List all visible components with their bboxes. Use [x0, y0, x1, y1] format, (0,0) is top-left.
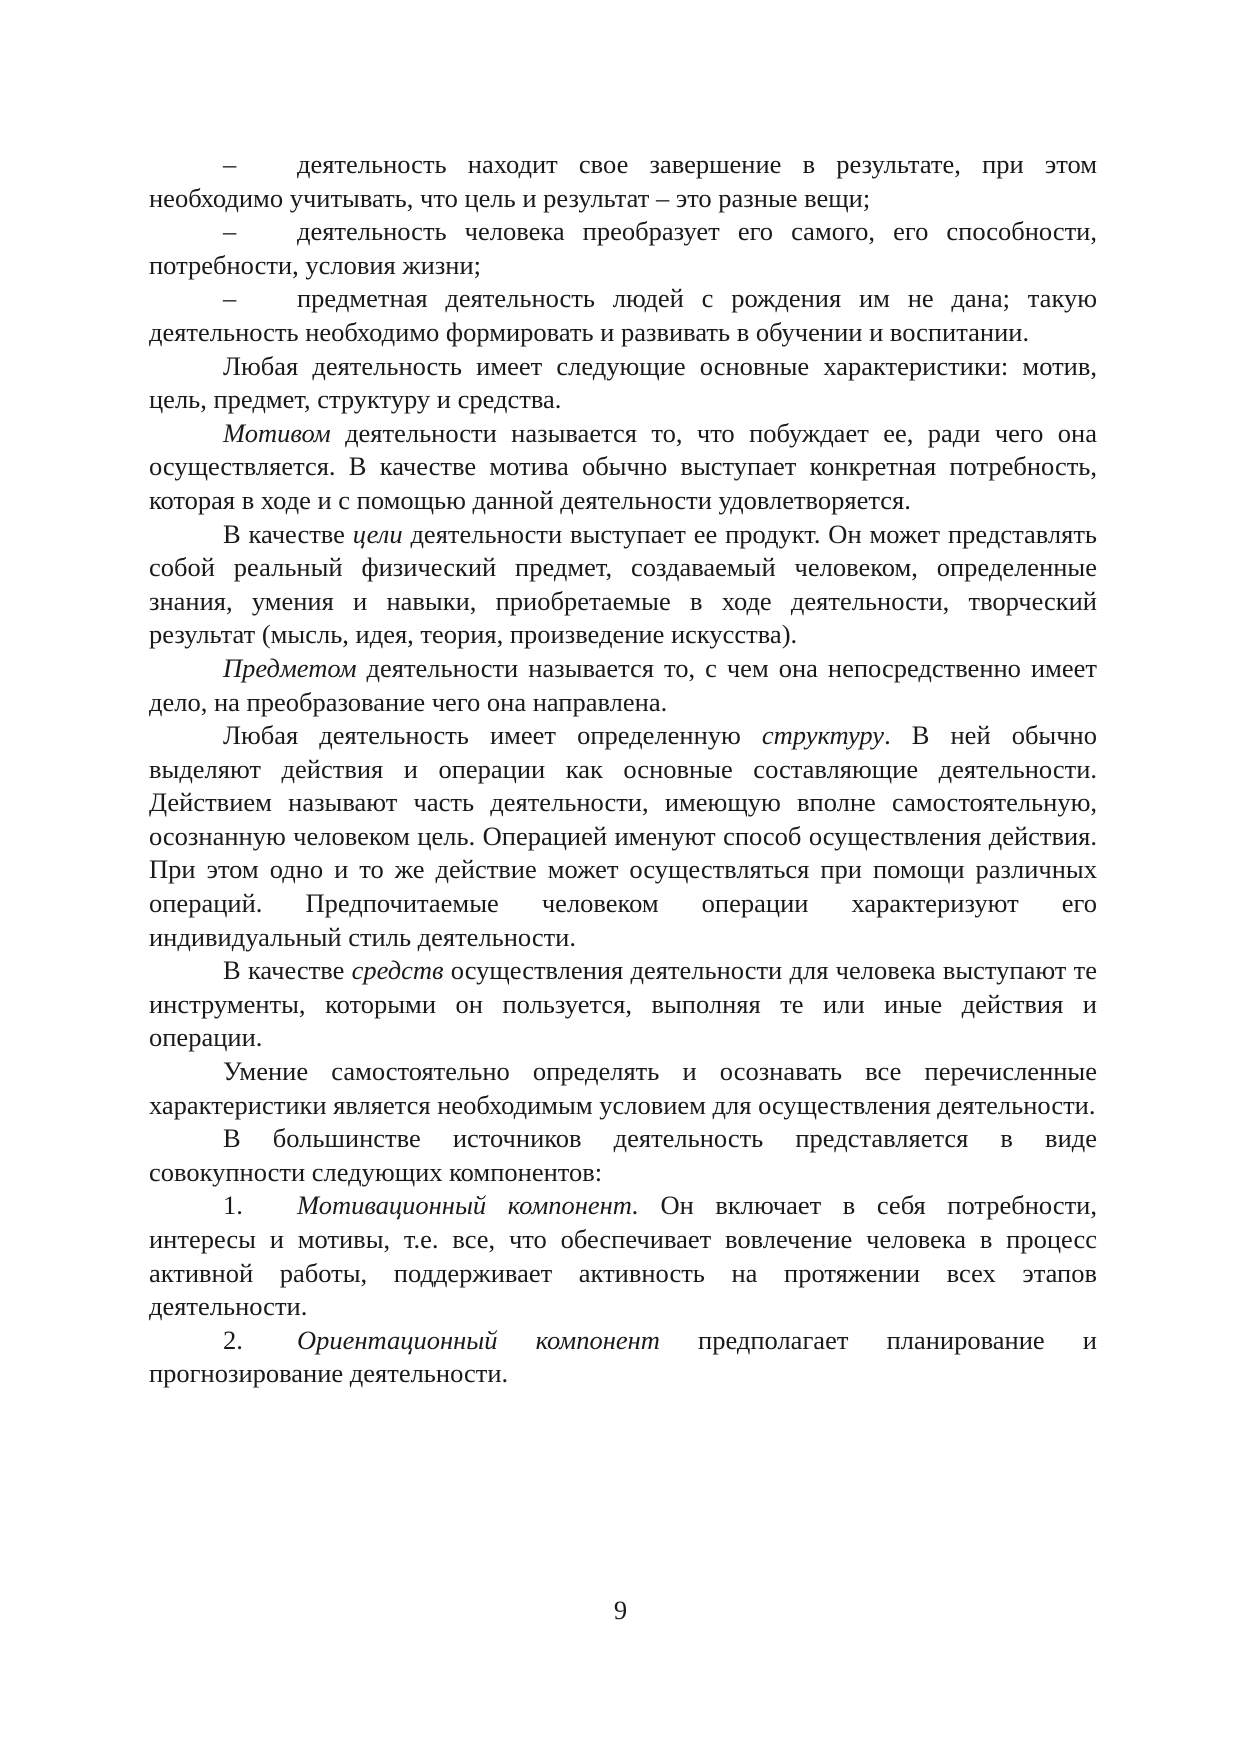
paragraph-motive [149, 417, 1097, 518]
bullet-item [149, 148, 1097, 215]
component-item [149, 1324, 1097, 1391]
paragraph-means [149, 954, 1097, 1055]
bullet-dash: – [223, 283, 237, 314]
paragraph-motive-text: деятельности называется то, что побуждает ее, ради чего она осуществляется. В качестве мотива обычно выступает конкретная потребность, которая в ходе и с помощью данной деятельности удовлетворяется. [149, 417, 1097, 515]
component-term: Мотивационный компонент. [297, 1190, 639, 1221]
component-number: 1. [223, 1190, 243, 1221]
paragraph-structure-before: Любая деятельность имеет определенную [223, 720, 762, 751]
paragraph-goal-before: В качестве [223, 518, 353, 549]
paragraph-means-before: В качестве [223, 955, 352, 986]
component-number: 2. [223, 1324, 243, 1355]
component-term: Ориентационный компонент [297, 1324, 660, 1355]
paragraph-means-after: осуществления деятельности для человека выступают те инструменты, которыми он пользуется, выполняя те или иные действия и операции. [149, 955, 1097, 1053]
paragraph-subject [149, 652, 1097, 719]
component-text: предполагает планирование и прогнозирование деятельности. [149, 1324, 1097, 1389]
paragraph-characteristics: Любая деятельность имеет следующие основные характеристики: мотив, цель, предмет, структуру и средства. [149, 350, 1097, 415]
paragraph-structure [149, 719, 1097, 954]
bullet-text: предметная деятельность людей с рождения им не дана; такую деятельность необходимо формировать и развивать в обучении и воспитании. [149, 283, 1097, 347]
term-motive: Мотивом [223, 417, 331, 448]
term-means: средств [351, 955, 444, 986]
component-item [149, 1189, 1097, 1323]
paragraph-skill: Умение самостоятельно определять и осознавать все перечисленные характеристики является необходимым условием для осуществления деятельности. [149, 1056, 1097, 1120]
bullet-dash: – [223, 149, 237, 179]
bullet-dash: – [223, 216, 237, 247]
paragraph-components: В большинстве источников деятельность представляется в виде совокупности следующих компонентов: [149, 1123, 1097, 1187]
bullet-item [149, 282, 1097, 349]
component-text: Он включает в себя потребности, интересы и мотивы, т.е. все, что обеспечивает вовлечение человека в процесс активной работы, поддерживает активность на протяжении всех этапов деятельности. [149, 1190, 1097, 1322]
paragraph-subject-text: деятельности называется то, с чем она непосредственно имеет дело, на преобразование чего она направлена. [149, 652, 1097, 717]
paragraph-goal [149, 518, 1097, 652]
paragraph-structure-after: . В ней обычно выделяют действия и операции как основные составляющие деятельности. Действием называют часть деятельности, имеющую вполне самостоятельную, осознанную человеком цель. Операцией именуют способ осуществления действия. При этом одно и то же действие может осуществляться при помощи различных операций. Предпочитаемые человеком операции характеризуют его индивидуальный стиль деятельности. [149, 720, 1097, 952]
bullet-text: деятельность находит свое завершение в результате, при этом необходимо учитывать, что цель и результат – это разные вещи; [149, 149, 1097, 213]
term-subject: Предметом [223, 652, 357, 683]
page-body [149, 148, 1097, 1391]
bullet-text: деятельность человека преобразует его самого, его способности, потребности, условия жизни; [149, 216, 1097, 280]
page-number: 9 [613, 1595, 628, 1625]
paragraph-goal-after: деятельности выступает ее продукт. Он может представлять собой реальный физический предмет, создаваемый человеком, определенные знания, умения и навыки, приобретаемые в ходе деятельности, творческий результат (мысль, идея, теория, произведение искусства). [149, 518, 1097, 650]
bullet-item [149, 215, 1097, 282]
term-goal: цели [352, 518, 403, 549]
term-structure: структуру [761, 720, 885, 751]
